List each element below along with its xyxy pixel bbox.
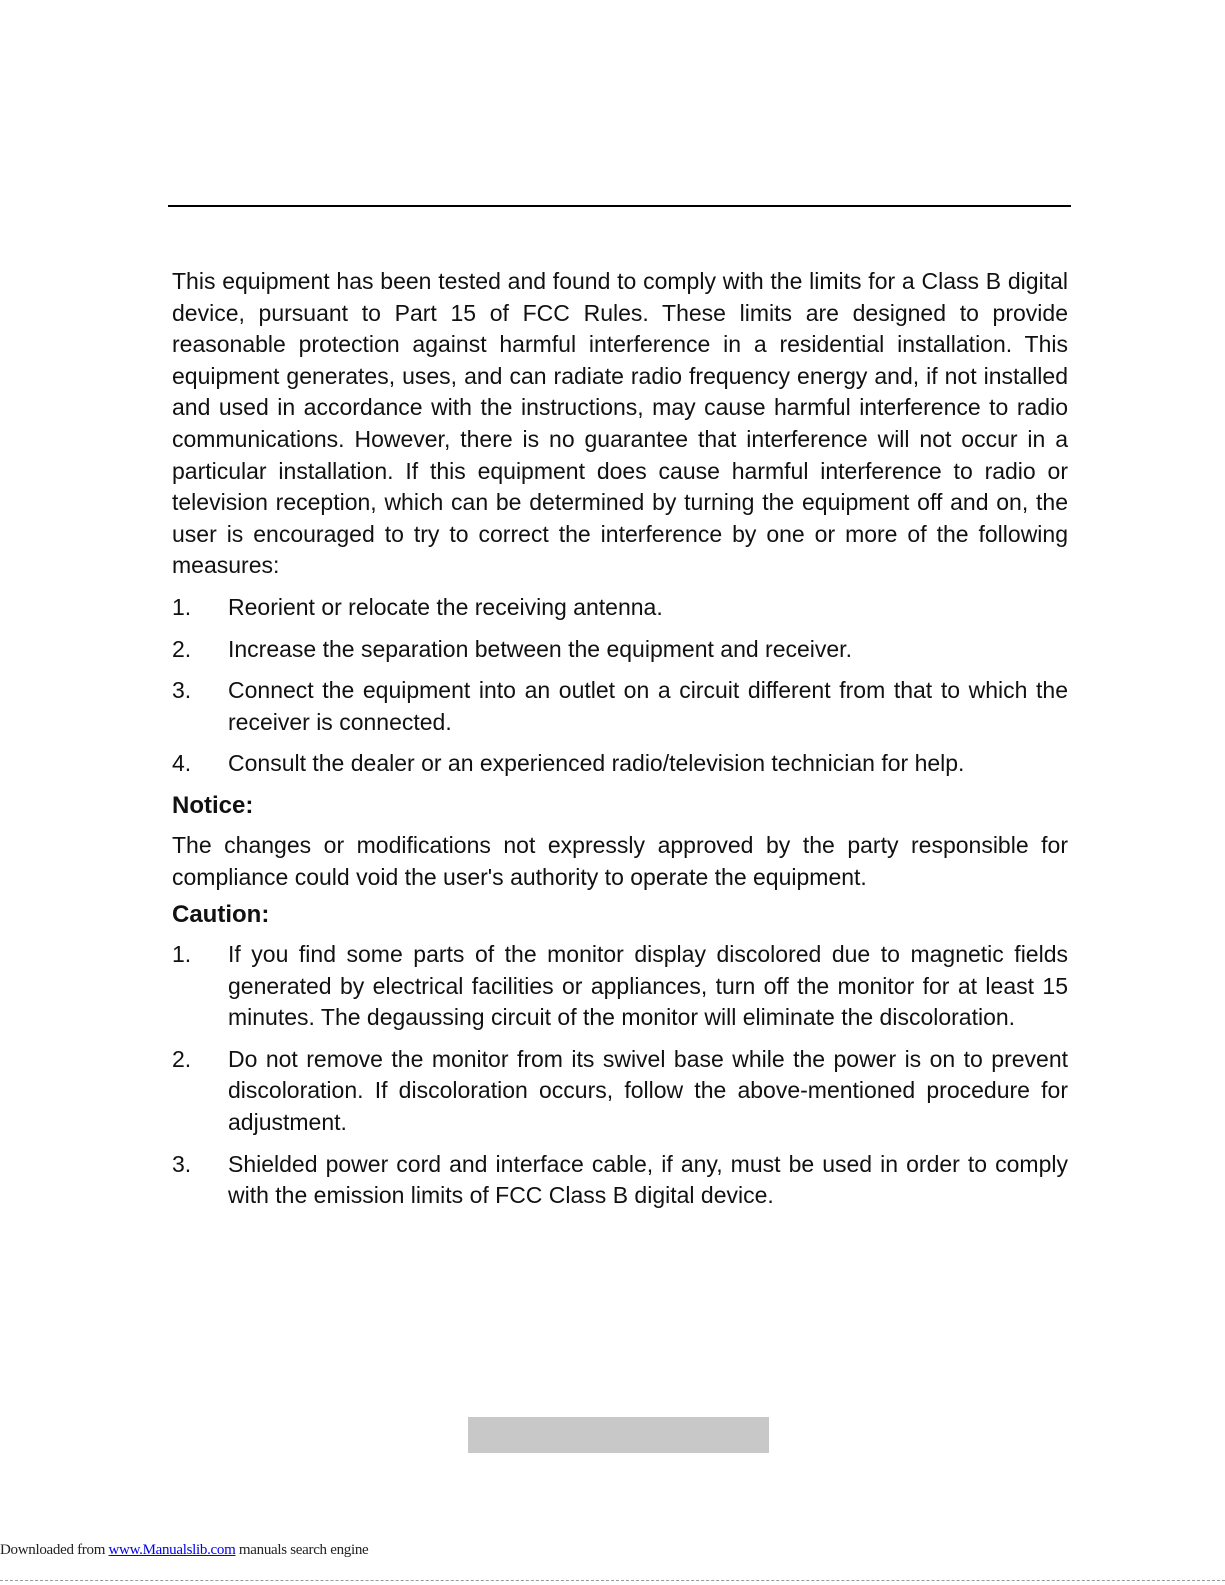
- page-number-placeholder: [468, 1417, 769, 1453]
- footer-prefix: Downloaded from: [0, 1542, 109, 1558]
- list-item-number: 1.: [172, 941, 192, 968]
- download-footer: [0, 1540, 368, 1560]
- list-item-number: 2.: [172, 635, 192, 662]
- list-item: [172, 592, 1068, 624]
- list-item-text: Connect the equipment into an outlet on a circuit different from that to which the receiver is connected.: [228, 677, 1068, 735]
- list-item-number: 3.: [172, 1150, 192, 1177]
- list-item: [172, 939, 1068, 1034]
- intro-paragraph: This equipment has been tested and found to comply with the limits for a Class B digital device, pursuant to Part 15 of FCC Rules. These limits are designed to provide reasonable protection against harmful interference in a residential installation. This equipment generates, uses, and can radiate radio frequency energy and, if not installed and used in accordance with the instructions, may cause harmful interference to radio communications. However, there is no guarantee that interference will not occur in a particular installation. If this equipment does cause harmful interference to radio or television reception, which can be determined by turning the equipment off and on, the user is encouraged to try to correct the interference by one or more of the following measures:: [172, 268, 1068, 579]
- footer-suffix: manuals search engine: [235, 1542, 369, 1558]
- list-item-text: Increase the separation between the equipment and receiver.: [228, 635, 852, 662]
- list-item-number: 4.: [172, 750, 192, 777]
- list-item-number: 3.: [172, 677, 192, 704]
- caution-heading: Caution:: [172, 901, 270, 929]
- document-body: [172, 266, 1068, 1222]
- list-item-text: Consult the dealer or an experienced radio/television technician for help.: [228, 750, 965, 777]
- measures-list: [172, 592, 1068, 780]
- notice-heading: Notice:: [172, 791, 254, 819]
- caution-list: [172, 939, 1068, 1212]
- list-item: [172, 748, 1068, 780]
- list-item: [172, 1044, 1068, 1139]
- list-item-text: If you find some parts of the monitor display discolored due to magnetic fields generated by electrical facilities or appliances, turn off the monitor for at least 15 minutes. The degaussing circuit of the monitor will eliminate the discoloration.: [228, 941, 1068, 1031]
- manualslib-link[interactable]: www.Manualslib.com: [108, 1542, 236, 1558]
- notice-paragraph: The changes or modifications not expressly approved by the party responsible for compliance could void the user's authority to operate the equipment.: [172, 831, 1068, 890]
- list-item: [172, 675, 1068, 738]
- list-item-number: 2.: [172, 1045, 192, 1072]
- list-item: [172, 1149, 1068, 1212]
- footer-divider: [0, 1580, 1225, 1581]
- list-item-text: Shielded power cord and interface cable, if any, must be used in order to comply with the emission limits of FCC Class B digital device.: [228, 1150, 1068, 1209]
- list-item-text: Reorient or relocate the receiving antenna.: [228, 593, 663, 620]
- list-item-text: Do not remove the monitor from its swivel base while the power is on to prevent discoloration. If discoloration occurs, follow the above-mentioned procedure for adjustment.: [228, 1045, 1068, 1136]
- list-item-number: 1.: [172, 593, 192, 620]
- header-rule: [168, 205, 1071, 207]
- list-item: [172, 634, 1068, 666]
